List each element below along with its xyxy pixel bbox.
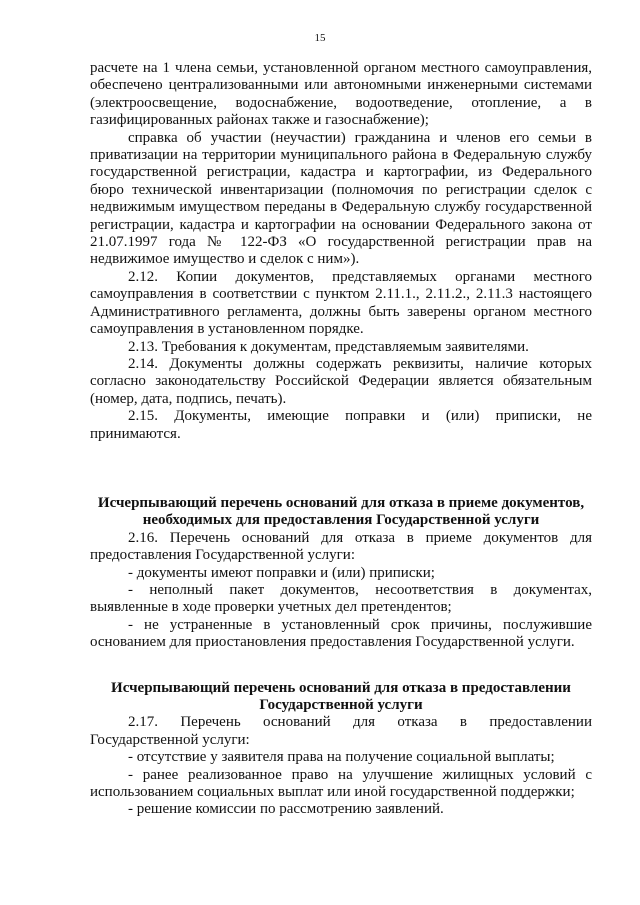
list-item: - неполный пакет документов, несоответствия в документах, выявленные в ходе проверки учетных дел претендентов; <box>90 581 592 616</box>
list-item: - решение комиссии по рассмотрению заявлений. <box>128 801 444 818</box>
section-heading-line: Государственной услуги <box>259 697 423 713</box>
list-item: - отсутствие у заявителя права на получение социальной выплаты; <box>128 749 555 766</box>
section-heading-line: Исчерпывающий перечень оснований для отказа в приеме документов, <box>97 494 585 511</box>
document-body <box>90 60 592 819</box>
section-heading-line: Исчерпывающий перечень оснований для отказа в предоставлении <box>111 679 571 696</box>
paragraph: расчете на 1 члена семьи, установленной органом местного самоуправления, обеспечено централизованными или автономными инженерными системами (электроосвещение, водоснабжение, водоотведение, отопление, а в газифицированных районах также и газоснабжение); <box>90 60 592 129</box>
list-item: - не устраненные в установленный срок причины, послужившие основанием для приостановления предоставления Государственной услуги. <box>90 616 592 651</box>
paragraph: 2.13. Требования к документам, представляемым заявителями. <box>128 338 529 355</box>
list-item: - документы имеют поправки и (или) приписки; <box>128 564 435 581</box>
section-heading <box>90 680 592 715</box>
paragraph: справка об участии (неучастии) гражданина и членов его семьи в приватизации на территории муниципального района в Федеральную службу государственной регистрации, кадастра и картографии, из Федерального бюро технической инвентаризации (полномочия по регистрации сделок с недвижимым имуществом переданы в Федеральную службу государственной регистрации, кадастра и картографии на основании Федерального закона от 21.07.1997 года № 122-ФЗ «О государственной регистрации прав на недвижимое имущество и сделок с ним»). <box>90 129 592 268</box>
paragraph: 2.16. Перечень оснований для отказа в приеме документов для предоставления Государственной услуги: <box>90 529 592 564</box>
section-heading <box>90 495 592 530</box>
section-heading-line: необходимых для предоставления Государственной услуги <box>142 512 540 529</box>
paragraph: 2.12. Копии документов, представляемых органами местного самоуправления в соответствии с пунктом 2.11.1., 2.11.2., 2.11.3 настоящего Административного регламента, должны быть заверены органом местного самоуправления в установленном порядке. <box>90 268 592 338</box>
page-number: 15 <box>314 32 326 44</box>
paragraph: 2.17. Перечень оснований для отказа в предоставлении Государственной услуги: <box>90 714 592 748</box>
paragraph: 2.15. Документы, имеющие поправки и (или) приписки, не принимаются. <box>90 408 592 442</box>
list-item: - ранее реализованное право на улучшение жилищных условий с использованием социальных выплат или иной государственной поддержки; <box>90 766 592 801</box>
paragraph: 2.14. Документы должны содержать реквизиты, наличие которых согласно законодательству Российской Федерации является обязательным (номер, дата, подпись, печать). <box>90 355 592 407</box>
